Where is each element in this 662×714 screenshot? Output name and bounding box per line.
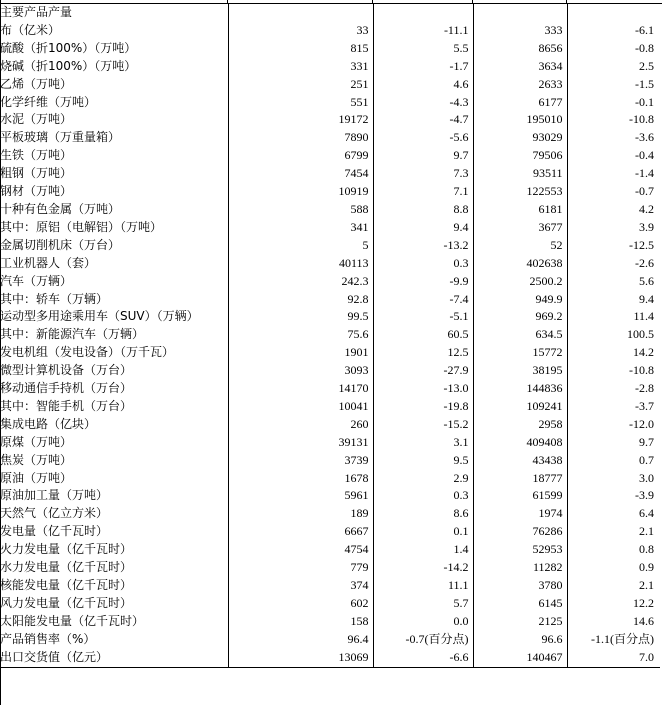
cumulative-value-cell: 2958 (473, 416, 567, 434)
current-month-growth-cell: 4.6 (373, 76, 473, 94)
table-row (0, 76, 660, 94)
cumulative-growth-cell: -12.0 (629, 416, 654, 431)
current-month-growth-cell: 7.1 (373, 183, 473, 201)
current-month-growth-cell: -27.9 (373, 362, 473, 380)
cumulative-growth-cell: 11.4 (633, 309, 654, 324)
cumulative-value-cell: 2125 (473, 613, 567, 631)
current-month-growth-cell: -0.7(百分点) (373, 631, 473, 649)
product-name-cell: 焦炭（万吨） (0, 452, 228, 470)
cumulative-growth-cell: -2.6 (635, 255, 654, 270)
current-month-value-cell: 7454 (228, 165, 373, 183)
cumulative-value-cell: 76286 (473, 523, 567, 541)
table-row (0, 291, 660, 309)
current-month-value-cell: 779 (228, 559, 373, 577)
current-month-growth-cell: 0.1 (373, 523, 473, 541)
cumulative-value-cell: 140467 (473, 649, 567, 667)
cumulative-value-cell: 8656 (473, 40, 567, 58)
product-name-cell: 工业机器人（套） (0, 255, 228, 273)
current-month-value-cell: 10041 (228, 398, 373, 416)
current-month-value-cell: 99.5 (228, 308, 373, 326)
current-month-growth-cell: 8.8 (373, 201, 473, 219)
cumulative-growth-cell: 0.8 (639, 542, 654, 557)
table-row (0, 326, 660, 344)
product-name-cell: 其中：轿车（万辆） (0, 291, 228, 309)
table-row (0, 273, 660, 291)
current-month-growth-cell: 12.5 (373, 344, 473, 362)
cumulative-growth-cell: -1.4 (635, 166, 654, 181)
current-month-growth-cell: 0.0 (373, 613, 473, 631)
current-month-value-cell: 5 (228, 237, 373, 255)
product-name-cell: 发电量（亿千瓦时） (0, 523, 228, 541)
cumulative-growth-cell: 4.2 (639, 201, 654, 216)
current-month-growth-cell: 1.4 (373, 541, 473, 559)
current-month-value-cell: 374 (228, 577, 373, 595)
current-month-value-cell: 158 (228, 613, 373, 631)
table-row (0, 308, 660, 326)
current-month-value-cell: 5961 (228, 487, 373, 505)
product-name-cell: 烧碱（折100%）（万吨） (0, 58, 228, 76)
current-month-growth-cell: -14.2 (373, 559, 473, 577)
cumulative-growth-cell: 0.7 (639, 452, 654, 467)
table-row (0, 255, 660, 273)
table-left-border (0, 0, 1, 705)
cumulative-value-cell: 61599 (473, 487, 567, 505)
current-month-growth-cell: 9.7 (373, 147, 473, 165)
current-month-value-cell: 341 (228, 219, 373, 237)
cumulative-value-cell: 93029 (473, 129, 567, 147)
current-month-growth-cell: 9.4 (373, 219, 473, 237)
cumulative-growth-cell: -0.7 (635, 184, 654, 199)
table-body (0, 4, 660, 667)
table-row (0, 147, 660, 165)
cumulative-growth-cell: 14.2 (633, 345, 654, 360)
table-row (0, 344, 660, 362)
product-name-cell: 发电机组（发电设备）（万千瓦） (0, 344, 228, 362)
cumulative-growth-cell: 9.4 (639, 291, 654, 306)
table-row (0, 487, 660, 505)
product-name-cell: 生铁（万吨） (0, 147, 228, 165)
cumulative-value-cell: 93511 (473, 165, 567, 183)
table-row (0, 380, 660, 398)
cumulative-value-cell: 38195 (473, 362, 567, 380)
cumulative-growth-cell: -3.7 (635, 398, 654, 413)
cumulative-value-cell: 6181 (473, 201, 567, 219)
table-row (0, 595, 660, 613)
current-month-value-cell: 588 (228, 201, 373, 219)
cumulative-growth-cell: -1.1(百分点) (591, 631, 654, 646)
table-row (0, 577, 660, 595)
current-month-growth-cell: 11.1 (373, 577, 473, 595)
current-month-value-cell: 13069 (228, 649, 373, 667)
product-name-cell: 水力发电量（亿千瓦时） (0, 559, 228, 577)
cumulative-growth-cell: -1.5 (635, 76, 654, 91)
cumulative-growth-cell: 14.6 (633, 613, 654, 628)
product-name-cell: 平板玻璃（万重量箱） (0, 129, 228, 147)
product-name-cell: 风力发电量（亿千瓦时） (0, 595, 228, 613)
product-name-cell: 微型计算机设备（万台） (0, 362, 228, 380)
current-month-growth-cell: -5.6 (373, 129, 473, 147)
table-row (0, 58, 660, 76)
cumulative-growth-cell: -3.6 (635, 130, 654, 145)
product-name-cell: 水泥（万吨） (0, 111, 228, 129)
current-month-growth-cell: 0.3 (373, 487, 473, 505)
current-month-value-cell: 242.3 (228, 273, 373, 291)
table-row (0, 165, 660, 183)
cumulative-value-cell: 409408 (473, 434, 567, 452)
industrial-output-table (0, 4, 660, 668)
current-month-value-cell: 7890 (228, 129, 373, 147)
product-name-cell: 出口交货值（亿元） (0, 649, 228, 667)
current-month-growth-cell: -19.8 (373, 398, 473, 416)
current-month-growth-cell: 3.1 (373, 434, 473, 452)
product-name-cell: 原煤（万吨） (0, 434, 228, 452)
product-name-cell: 钢材（万吨） (0, 183, 228, 201)
product-name-cell: 粗钢（万吨） (0, 165, 228, 183)
cumulative-growth-cell: -12.5 (629, 237, 654, 252)
cumulative-growth-cell: 2.5 (639, 58, 654, 73)
cumulative-value-cell: 11282 (473, 559, 567, 577)
current-month-growth-cell: -1.7 (373, 58, 473, 76)
table-row (0, 434, 660, 452)
table-row (0, 237, 660, 255)
cumulative-value-cell: 195010 (473, 111, 567, 129)
current-month-value-cell: 6667 (228, 523, 373, 541)
table-row (0, 452, 660, 470)
table-row (0, 470, 660, 488)
cumulative-value-cell: 2500.2 (473, 273, 567, 291)
product-name-cell: 核能发电量（亿千瓦时） (0, 577, 228, 595)
cumulative-growth-cell: -6.1 (635, 22, 654, 37)
cumulative-value-cell: 333 (473, 22, 567, 40)
cumulative-value-cell: 402638 (473, 255, 567, 273)
cumulative-value-cell: 949.9 (473, 291, 567, 309)
current-month-value-cell: 251 (228, 76, 373, 94)
cumulative-value-cell: 3677 (473, 219, 567, 237)
current-month-value-cell: 331 (228, 58, 373, 76)
product-name-cell: 移动通信手持机（万台） (0, 380, 228, 398)
current-month-value-cell: 10919 (228, 183, 373, 201)
current-month-growth-cell: -6.6 (373, 649, 473, 667)
current-month-growth-cell: -5.1 (373, 308, 473, 326)
product-name-cell: 产品销售率（%） (0, 631, 228, 649)
product-name-cell: 汽车（万辆） (0, 273, 228, 291)
current-month-value-cell: 4754 (228, 541, 373, 559)
current-month-value-cell: 33 (228, 22, 373, 40)
current-month-growth-cell: -13.2 (373, 237, 473, 255)
current-month-value-cell: 551 (228, 94, 373, 112)
cumulative-growth-cell: 3.9 (639, 219, 654, 234)
current-month-value-cell: 3739 (228, 452, 373, 470)
current-month-growth-cell: 8.6 (373, 505, 473, 523)
cumulative-growth-cell: 2.1 (639, 578, 654, 592)
current-month-growth-cell: -9.9 (373, 273, 473, 291)
table-row (0, 505, 660, 523)
product-name-cell: 原油加工量（万吨） (0, 487, 228, 505)
cumulative-growth-cell: -0.4 (635, 148, 654, 163)
current-month-growth-cell: 5.7 (373, 595, 473, 613)
cumulative-growth-cell: -3.9 (635, 488, 654, 503)
current-month-value-cell: 92.8 (228, 291, 373, 309)
cumulative-value-cell: 15772 (473, 344, 567, 362)
table-row (0, 398, 660, 416)
product-name-cell: 太阳能发电量（亿千瓦时） (0, 613, 228, 631)
cumulative-growth-cell: -0.1 (635, 94, 654, 109)
cumulative-value-cell: 18777 (473, 470, 567, 488)
current-month-growth-cell: 60.5 (373, 326, 473, 344)
table-row (0, 559, 660, 577)
current-month-growth-cell: 5.5 (373, 40, 473, 58)
current-month-growth-cell: -7.4 (373, 291, 473, 309)
cumulative-growth-cell: 0.9 (639, 560, 654, 575)
product-name-cell: 天然气（亿立方米） (0, 505, 228, 523)
product-name-cell: 化学纤维（万吨） (0, 94, 228, 112)
section-header-row (0, 4, 660, 22)
product-name-cell: 金属切削机床（万台） (0, 237, 228, 255)
current-month-value-cell: 815 (228, 40, 373, 58)
cumulative-growth-cell: -10.8 (629, 112, 654, 127)
table-row (0, 201, 660, 219)
product-name-cell: 其中：原铝（电解铝）（万吨） (0, 219, 228, 237)
table-row (0, 183, 660, 201)
product-name-cell: 集成电路（亿块） (0, 416, 228, 434)
current-month-value-cell: 75.6 (228, 326, 373, 344)
current-month-value-cell: 6799 (228, 147, 373, 165)
current-month-growth-cell: 9.5 (373, 452, 473, 470)
cumulative-value-cell: 6145 (473, 595, 567, 613)
cumulative-value-cell: 144836 (473, 380, 567, 398)
cumulative-growth-cell: 5.6 (639, 273, 654, 288)
cumulative-growth-cell: 2.1 (639, 524, 654, 539)
cumulative-value-cell: 122553 (473, 183, 567, 201)
current-month-growth-cell: -11.1 (373, 22, 473, 40)
current-month-value-cell: 602 (228, 595, 373, 613)
cumulative-growth-cell: 6.4 (639, 506, 654, 521)
table-row (0, 416, 660, 434)
cumulative-growth-cell: 12.2 (633, 595, 654, 610)
current-month-growth-cell: 2.9 (373, 470, 473, 488)
current-month-value-cell: 3093 (228, 362, 373, 380)
cumulative-value-cell: 52953 (473, 541, 567, 559)
current-month-value-cell: 1901 (228, 344, 373, 362)
current-month-growth-cell: 0.3 (373, 255, 473, 273)
current-month-value-cell: 14170 (228, 380, 373, 398)
product-name-cell: 原油（万吨） (0, 470, 228, 488)
cumulative-value-cell: 109241 (473, 398, 567, 416)
product-name-cell: 布（亿米） (0, 22, 228, 40)
product-name-cell: 其中：智能手机（万台） (0, 398, 228, 416)
section-title: 主要产品产量 (0, 4, 228, 22)
current-month-value-cell: 96.4 (228, 631, 373, 649)
current-month-growth-cell: -13.0 (373, 380, 473, 398)
table-row (0, 523, 660, 541)
table-row (0, 111, 660, 129)
cumulative-value-cell: 79506 (473, 147, 567, 165)
current-month-growth-cell: 7.3 (373, 165, 473, 183)
table-row (0, 649, 660, 667)
table-row (0, 40, 660, 58)
product-name-cell: 运动型多用途乘用车（SUV）（万辆） (0, 308, 228, 326)
current-month-value-cell: 1678 (228, 470, 373, 488)
cumulative-growth-cell: 7.0 (567, 649, 660, 667)
cumulative-value-cell: 2633 (473, 76, 567, 94)
cumulative-value-cell: 969.2 (473, 308, 567, 326)
product-name-cell: 其中：新能源汽车（万辆） (0, 326, 228, 344)
table-row (0, 129, 660, 147)
product-name-cell: 硫酸（折100%）（万吨） (0, 40, 228, 58)
current-month-growth-cell: -15.2 (373, 416, 473, 434)
table-row (0, 362, 660, 380)
table-row (0, 22, 660, 40)
cumulative-value-cell: 43438 (473, 452, 567, 470)
cumulative-growth-cell: -10.8 (629, 363, 654, 378)
cumulative-value-cell: 3634 (473, 58, 567, 76)
cumulative-value-cell: 3780 (473, 577, 567, 595)
current-month-value-cell: 40113 (228, 255, 373, 273)
cumulative-growth-cell: -2.8 (635, 381, 654, 396)
cumulative-growth-cell: 3.0 (639, 470, 654, 485)
current-month-growth-cell: -4.7 (373, 111, 473, 129)
cumulative-growth-cell: 9.7 (639, 434, 654, 449)
cumulative-value-cell: 52 (473, 237, 567, 255)
current-month-value-cell: 260 (228, 416, 373, 434)
product-name-cell: 十种有色金属（万吨） (0, 201, 228, 219)
cumulative-value-cell: 96.6 (473, 631, 567, 649)
current-month-value-cell: 39131 (228, 434, 373, 452)
cumulative-value-cell: 1974 (473, 505, 567, 523)
table-row (0, 219, 660, 237)
product-name-cell: 火力发电量（亿千瓦时） (0, 541, 228, 559)
current-month-value-cell: 189 (228, 505, 373, 523)
cumulative-value-cell: 6177 (473, 94, 567, 112)
product-name-cell: 乙烯（万吨） (0, 76, 228, 94)
cumulative-growth-cell: 100.5 (627, 327, 654, 342)
current-month-growth-cell: -4.3 (373, 94, 473, 112)
cumulative-value-cell: 634.5 (473, 326, 567, 344)
table-row (0, 631, 660, 649)
table-row (0, 541, 660, 559)
cumulative-growth-cell: -0.8 (635, 40, 654, 55)
table-row (0, 613, 660, 631)
current-month-value-cell: 19172 (228, 111, 373, 129)
table-row (0, 94, 660, 112)
